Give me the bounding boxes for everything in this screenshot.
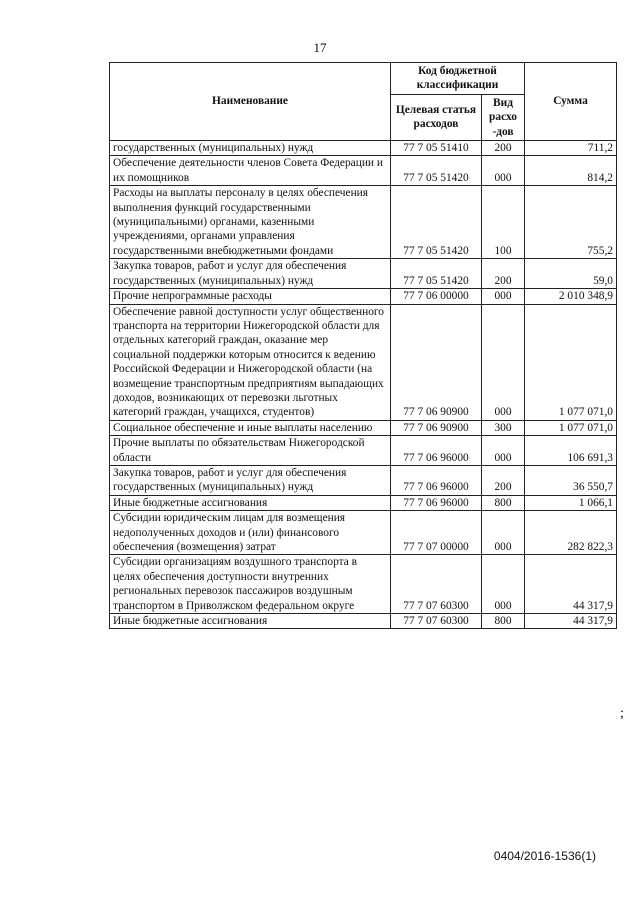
row-target-article: 77 7 06 00000 <box>391 289 482 304</box>
row-sum: 1 077 071,0 <box>525 304 617 420</box>
row-expense-type: 000 <box>482 156 525 186</box>
table-row <box>110 420 617 435</box>
header-expense-type: Вид расхо -дов <box>482 94 525 140</box>
row-name: Прочие непрограммные расходы <box>110 289 391 304</box>
row-expense-type: 200 <box>482 465 525 495</box>
row-name: Расходы на выплаты персоналу в целях обеспечения выполнения функций государственными (муниципальными) органами, казенными учреждениями, органами управления государственными внебюджетными фондами <box>110 186 391 259</box>
table-row <box>110 495 617 510</box>
row-name: Обеспечение равной доступности услуг общественного транспорта на территории Нижегородской области для отдельных категорий граждан, оказание мер социальной поддержки которым относится к ведению Российской Федерации и Нижегородской области (на возмещение транспортным предприятиям выпадающих доходов, возникающих от перевозки льготных категорий граждан, учащихся, студентов) <box>110 304 391 420</box>
row-expense-type: 300 <box>482 420 525 435</box>
table-row <box>110 304 617 420</box>
table-row <box>110 259 617 289</box>
row-target-article: 77 7 05 51420 <box>391 156 482 186</box>
header-sum: Сумма <box>525 63 617 141</box>
page-number: 17 <box>313 40 327 55</box>
row-name: Закупка товаров, работ и услуг для обеспечения государственных (муниципальных) нужд <box>110 259 391 289</box>
row-expense-type: 200 <box>482 141 525 156</box>
row-target-article: 77 7 06 90900 <box>391 304 482 420</box>
row-sum: 282 822,3 <box>525 511 617 555</box>
row-expense-type: 000 <box>482 555 525 614</box>
row-sum: 44 317,9 <box>525 555 617 614</box>
row-sum: 36 550,7 <box>525 465 617 495</box>
row-expense-type: 000 <box>482 304 525 420</box>
row-sum: 59,0 <box>525 259 617 289</box>
row-target-article: 77 7 07 60300 <box>391 614 482 629</box>
table-row <box>110 614 617 629</box>
table-row <box>110 186 617 259</box>
row-expense-type: 200 <box>482 259 525 289</box>
header-name: Наименование <box>110 63 391 141</box>
row-sum: 814,2 <box>525 156 617 186</box>
row-target-article: 77 7 07 00000 <box>391 511 482 555</box>
budget-table <box>109 62 617 629</box>
row-sum: 2 010 348,9 <box>525 289 617 304</box>
row-name: Иные бюджетные ассигнования <box>110 614 391 629</box>
row-target-article: 77 7 06 96000 <box>391 436 482 466</box>
row-expense-type: 000 <box>482 511 525 555</box>
row-name: Субсидии юридическим лицам для возмещения недополученных доходов и (или) финансового обеспечения (возмещения) затрат <box>110 511 391 555</box>
row-expense-type: 000 <box>482 436 525 466</box>
row-sum: 44 317,9 <box>525 614 617 629</box>
table-row <box>110 289 617 304</box>
header-row-top <box>110 63 617 95</box>
table-row <box>110 555 617 614</box>
table-row <box>110 141 617 156</box>
row-expense-type: 800 <box>482 614 525 629</box>
trailing-semicolon: ; <box>620 706 624 721</box>
row-target-article: 77 7 06 96000 <box>391 465 482 495</box>
row-name: Закупка товаров, работ и услуг для обеспечения государственных (муниципальных) нужд <box>110 465 391 495</box>
row-expense-type: 100 <box>482 186 525 259</box>
row-expense-type: 800 <box>482 495 525 510</box>
row-target-article: 77 7 07 60300 <box>391 555 482 614</box>
row-name: Прочие выплаты по обязательствам Нижегородской области <box>110 436 391 466</box>
row-name: Социальное обеспечение и иные выплаты населению <box>110 420 391 435</box>
header-target-article: Целевая статья расходов <box>391 94 482 140</box>
row-target-article: 77 7 06 90900 <box>391 420 482 435</box>
row-sum: 1 066,1 <box>525 495 617 510</box>
table-row <box>110 465 617 495</box>
row-target-article: 77 7 05 51420 <box>391 259 482 289</box>
row-target-article: 77 7 06 96000 <box>391 495 482 510</box>
row-name: Обеспечение деятельности членов Совета Федерации и их помощников <box>110 156 391 186</box>
row-name: Субсидии организациям воздушного транспорта в целях обеспечения доступности внутренних региональных перевозок пассажиров воздушным транспортом в Приволжском федеральном округе <box>110 555 391 614</box>
row-sum: 106 691,3 <box>525 436 617 466</box>
table-row <box>110 436 617 466</box>
table-row <box>110 156 617 186</box>
document-code: 0404/2016-1536(1) <box>493 849 596 863</box>
row-name: государственных (муниципальных) нужд <box>110 141 391 156</box>
row-sum: 1 077 071,0 <box>525 420 617 435</box>
row-target-article: 77 7 05 51410 <box>391 141 482 156</box>
row-expense-type: 000 <box>482 289 525 304</box>
row-sum: 711,2 <box>525 141 617 156</box>
row-sum: 755,2 <box>525 186 617 259</box>
header-code-group: Код бюджетной классификации <box>391 63 525 95</box>
row-target-article: 77 7 05 51420 <box>391 186 482 259</box>
table-row <box>110 511 617 555</box>
row-name: Иные бюджетные ассигнования <box>110 495 391 510</box>
